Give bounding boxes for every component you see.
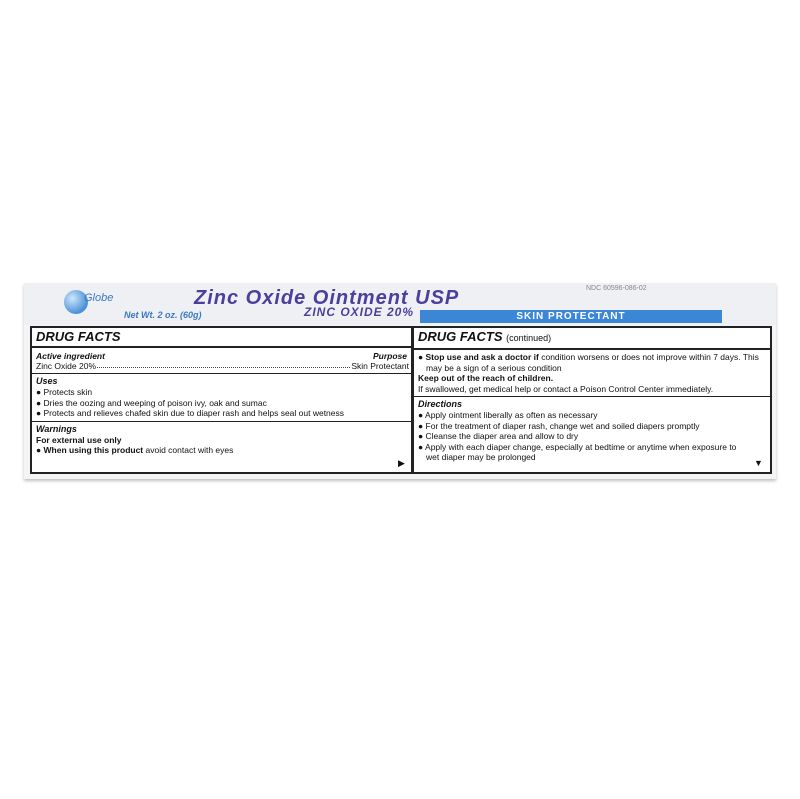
continue-down-arrow-icon: ▼: [754, 458, 763, 468]
use-item: ● Dries the oozing and weeping of poison ivy, oak and sumac: [36, 397, 267, 408]
drug-facts-right-panel: [413, 326, 772, 474]
skin-protectant-badge: SKIN PROTECTANT: [420, 310, 722, 323]
stop-use-item: ● Stop use and ask a doctor if condition worsens or does not improve within 7 days. This may be a sign of a serious condition: [418, 352, 759, 373]
ointment-box: [24, 283, 776, 479]
warnings-title: Warnings: [36, 423, 77, 434]
warnings-section: [32, 421, 411, 458]
active-ingredient-row: [32, 348, 411, 361]
ingredient-purpose: Skin Protectant: [351, 361, 409, 371]
product-subtitle: ZINC OXIDE 20%: [304, 305, 415, 319]
ingredient-name: Zinc Oxide 20%: [36, 361, 96, 371]
use-item: ● Protects skin: [36, 387, 93, 397]
ingredient-row: [32, 361, 411, 373]
direction-item: ● Apply with each diaper change, especially at bedtime or anytime when exposure to wet diaper may be prolonged: [418, 441, 737, 462]
ndc-code: NDC 60596-086-02: [586, 285, 647, 292]
continue-arrow-icon: ▶: [398, 458, 405, 468]
use-item: ● Protects and relieves chafed skin due to diaper rash and helps seal out wetness: [36, 408, 345, 418]
drug-facts-header: DRUG FACTS: [32, 328, 411, 348]
directions-title: Directions: [418, 399, 463, 409]
product-title: Zinc Oxide Ointment USP: [194, 287, 460, 309]
directions-section: [414, 396, 770, 465]
drug-facts-continued-header: DRUG FACTS (continued): [414, 328, 770, 350]
when-using-warning: ● When using this product avoid contact with eyes: [36, 445, 234, 455]
swallowed-text: If swallowed, get medical help or contact a Poison Control Center immediately.: [418, 383, 714, 394]
keep-out-text: Keep out of the reach of children.: [418, 373, 554, 383]
uses-section: [32, 373, 411, 421]
box-top-strip: [24, 283, 776, 325]
net-weight: Net Wt. 2 oz. (60g): [124, 310, 202, 320]
direction-item: ● Cleanse the diaper area and allow to dry: [418, 431, 579, 441]
uses-title: Uses: [36, 376, 58, 386]
drug-facts-left-panel: [30, 326, 413, 474]
external-use-warning: For external use only: [36, 434, 122, 445]
active-ingredient-label: Active ingredient: [36, 351, 105, 361]
direction-item: ● For the treatment of diaper rash, change wet and soiled diapers promptly: [418, 420, 700, 431]
brand-logo-text: Globe: [84, 292, 114, 304]
leader-dots: [97, 361, 350, 368]
purpose-label: Purpose: [372, 351, 407, 361]
direction-item: ● Apply ointment liberally as often as necessary: [418, 410, 598, 420]
stop-use-section: [414, 350, 770, 396]
